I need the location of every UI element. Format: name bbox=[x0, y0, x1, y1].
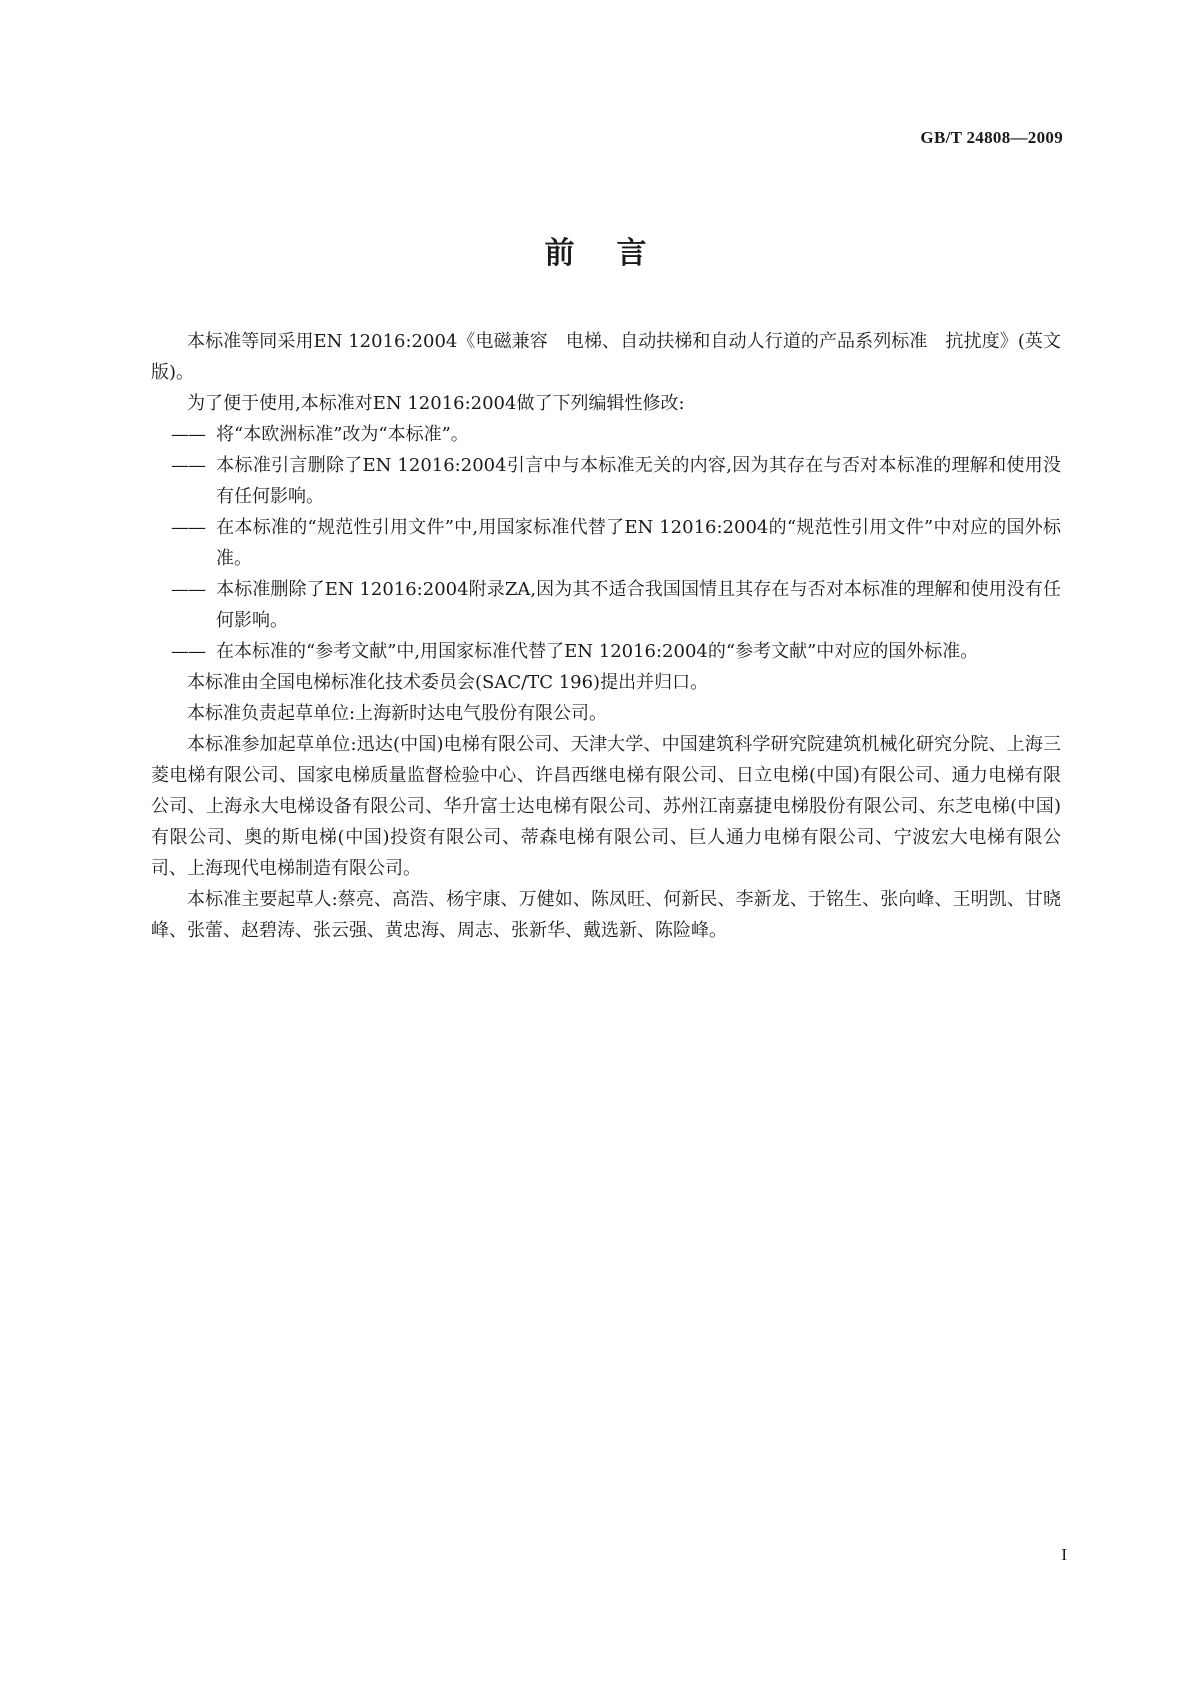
paragraph-main-drafters: 本标准主要起草人:蔡亮、高浩、杨宇康、万健如、陈凤旺、何新民、李新龙、于铭生、张向峰、王明凯、甘晓峰、张蕾、赵碧涛、张云强、黄忠海、周志、张新华、戴选新、陈险峰。 bbox=[151, 889, 1061, 941]
page-title: 前言 bbox=[544, 236, 689, 271]
list-item-text: 在本标准的“参考文献”中,用国家标准代替了EN 12016:2004的“参考文献”中对应的国外标准。 bbox=[216, 641, 979, 662]
paragraph-proposer: 本标准由全国电梯标准化技术委员会(SAC/TC 196)提出并归口。 bbox=[187, 672, 709, 693]
list-dash: —— bbox=[171, 579, 205, 600]
list-dash: —— bbox=[171, 517, 205, 538]
list-item-text: 将“本欧洲标准”改为“本标准”。 bbox=[216, 424, 469, 445]
list-dash: —— bbox=[171, 641, 205, 662]
paragraph-lead-drafter: 本标准负责起草单位:上海新时达电气股份有限公司。 bbox=[187, 703, 608, 724]
list-item-text: 本标准删除了EN 12016:2004附录ZA,因为其不适合我国国情且其存在与否对本标准的理解和使用没有任何影响。 bbox=[216, 579, 1061, 631]
list-dash: —— bbox=[171, 424, 205, 445]
paragraph-modifications-intro: 为了便于使用,本标准对EN 12016:2004做了下列编辑性修改: bbox=[187, 393, 685, 414]
standard-code: GB/T 24808—2009 bbox=[920, 128, 1063, 147]
list-item bbox=[151, 512, 1061, 574]
list-item bbox=[151, 450, 1061, 512]
paragraph-adoption: 本标准等同采用EN 12016:2004《电磁兼容 电梯、自动扶梯和自动人行道的产品系列标准 抗扰度》(英文版)。 bbox=[151, 331, 1061, 383]
list-item-text: 在本标准的“规范性引用文件”中,用国家标准代替了EN 12016:2004的“规范性引用文件”中对应的国外标准。 bbox=[216, 517, 1061, 569]
paragraph-participating-drafters: 本标准参加起草单位:迅达(中国)电梯有限公司、天津大学、中国建筑科学研究院建筑机械化研究分院、上海三菱电梯有限公司、国家电梯质量监督检验中心、许昌西继电梯有限公司、日立电梯(中国)有限公司、通力电梯有限公司、上海永大电梯设备有限公司、华升富士达电梯有限公司、苏州江南嘉捷电梯股份有限公司、东芝电梯(中国)有限公司、奥的斯电梯(中国)投资有限公司、蒂森电梯有限公司、巨人通力电梯有限公司、宁波宏大电梯有限公司、上海现代电梯制造有限公司。 bbox=[151, 734, 1061, 879]
list-item bbox=[151, 636, 1061, 667]
list-item bbox=[151, 574, 1061, 636]
page-number: I bbox=[1061, 1545, 1067, 1564]
list-item bbox=[151, 419, 1061, 450]
list-dash: —— bbox=[171, 455, 205, 476]
foreword-body bbox=[151, 326, 1061, 946]
list-item-text: 本标准引言删除了EN 12016:2004引言中与本标准无关的内容,因为其存在与否对本标准的理解和使用没有任何影响。 bbox=[216, 455, 1061, 507]
